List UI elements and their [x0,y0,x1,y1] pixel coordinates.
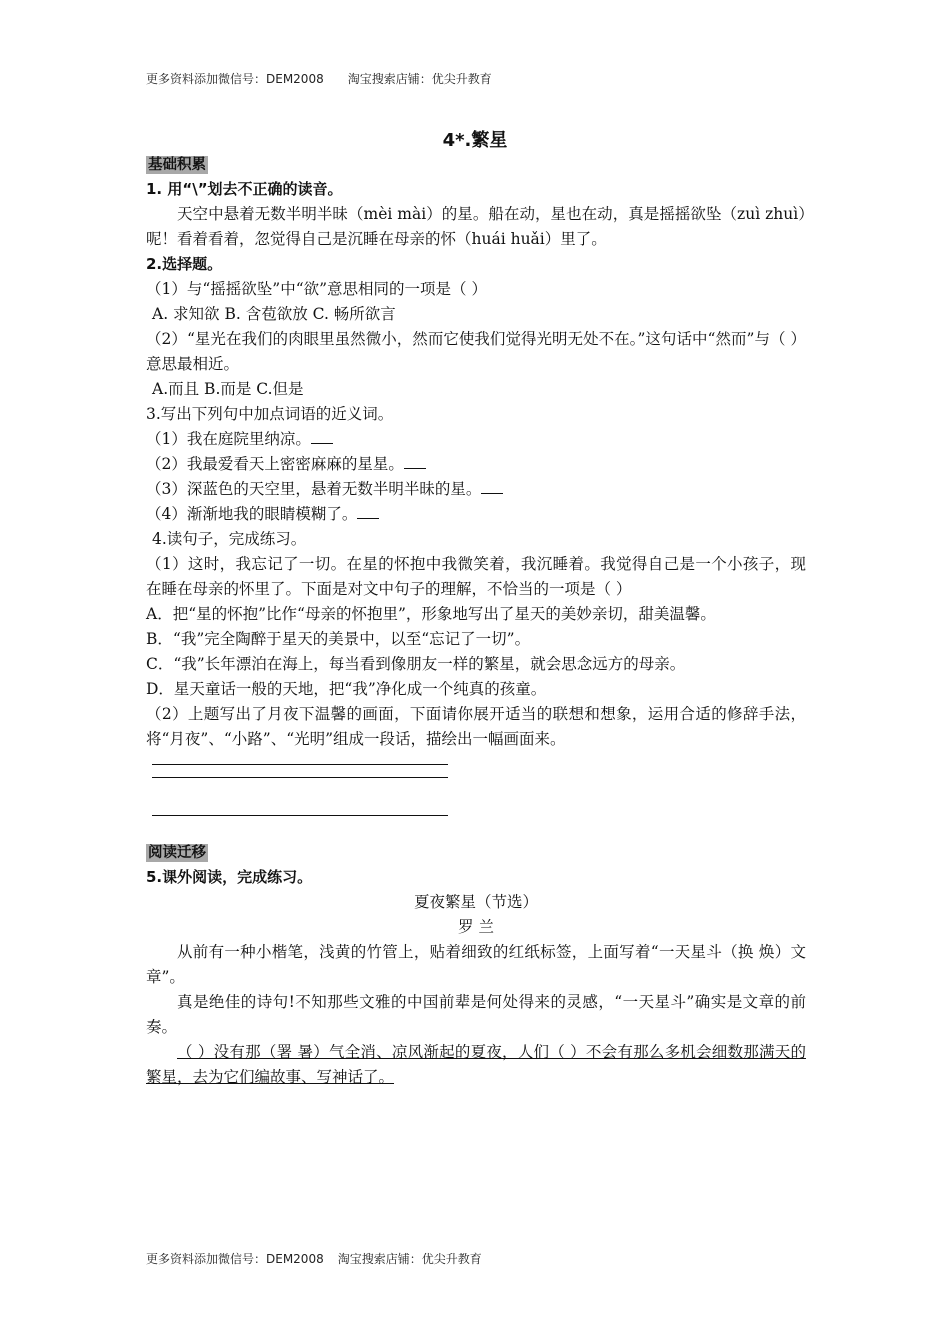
q4-option-d: D．星天童话一般的天地，把“我”净化成一个纯真的孩童。 [146,680,547,698]
q4-option-b: B．“我”完全陶醉于星天的美景中，以至“忘记了一切”。 [146,630,531,648]
footer-wechat: 更多资料添加微信号：DEM2008 [146,1252,324,1266]
footer-shop: 淘宝搜索店铺：优尖升教育 [337,1252,482,1266]
q5-heading: 5.课外阅读，完成练习。 [146,868,313,886]
q4-heading: 4.读句子，完成练习。 [152,530,307,548]
q3-item: （2）我最爱看天上密密麻麻的星星。 [146,452,806,477]
answer-blank[interactable] [481,479,503,494]
q2-sub1-options: A. 求知欲 B. 含苞欲放 C. 畅所欲言 [152,305,396,323]
q3-heading: 3.写出下列句中加点词语的近义词。 [146,405,394,423]
q2-sub1: （1）与“摇摇欲坠”中“欲”意思相同的一项是（ ） [146,280,487,298]
q2-sub2: （2）“星光在我们的肉眼里虽然微小，然而它使我们觉得光明无处不在。”这句话中“然而”与（ ）意思最相近。 [146,330,806,373]
q1-heading: 1. 用“\”划去不正确的读音。 [146,180,343,198]
answer-lines[interactable] [146,752,806,840]
header-shop: 淘宝搜索店铺：优尖升教育 [347,72,492,86]
q2-sub2-options: A.而且 B.而是 C.但是 [152,380,304,398]
passage-title: 夏夜繁星（节选） [413,893,538,911]
answer-blank[interactable] [311,429,333,444]
q4-option-a: A．把“星的怀抱”比作“母亲的怀抱里”，形象地写出了星天的美妙亲切，甜美温馨。 [146,605,716,623]
q4-option-c: C．“我”长年漂泊在海上，每当看到像朋友一样的繁星，就会思念远方的母亲。 [146,655,686,673]
worksheet-body [146,152,806,1090]
q4-sub2: （2）上题写出了月夜下温馨的画面，下面请你展开适当的联想和想象，运用合适的修辞手法，将“月夜”、“小路”、“光明”组成一段话，描绘出一幅画面来。 [146,705,806,748]
section-reading: 阅读迁移 [148,845,206,861]
q2-heading: 2.选择题。 [146,255,223,273]
answer-blank[interactable] [357,504,379,519]
q4-sub1: （1）这时，我忘记了一切。在星的怀抱中我微笑着，我沉睡着。我觉得自己是一个小孩子，现在睡在母亲的怀里了。下面是对文中句子的理解，不恰当的一项是（ ） [146,555,806,598]
header-bottom [146,1250,482,1267]
passage-para-underlined: （ ）没有那（署 暑）气全消、凉风渐起的夏夜，人们（ ）不会有那么多机会细数那满天的繁星，去为它们编故事、写神话了。 [146,1043,806,1086]
passage-author: 罗 兰 [458,918,494,936]
answer-line[interactable] [152,777,448,778]
passage-para: 真是绝佳的诗句!不知那些文雅的中国前辈是何处得来的灵感，“一天星斗”确实是文章的前奏。 [146,993,806,1036]
header-top [146,70,492,87]
passage-para: 从前有一种小楷笔，浅黄的竹管上，贴着细致的红纸标签，上面写着“一天星斗（换 焕）文章”。 [146,943,806,986]
section-basic: 基础积累 [148,157,206,173]
q1-text: 天空中悬着无数半明半昧（mèi mài）的星。船在动，星也在动，真是摇摇欲坠（zuì zhuì）呢！看着看着，忽觉得自己是沉睡在母亲的怀（huái huǎi）里了。 [146,205,806,248]
q3-item: （1）我在庭院里纳凉。 [146,427,806,452]
answer-line[interactable] [152,764,448,765]
q3-item: （4）渐渐地我的眼睛模糊了。 [146,502,806,527]
answer-blank[interactable] [404,454,426,469]
header-wechat: 更多资料添加微信号：DEM2008 [146,72,324,86]
q3-item: （3）深蓝色的天空里，悬着无数半明半昧的星。 [146,477,806,502]
answer-line[interactable] [152,815,448,816]
page-title: 4*.繁星 [442,130,508,151]
